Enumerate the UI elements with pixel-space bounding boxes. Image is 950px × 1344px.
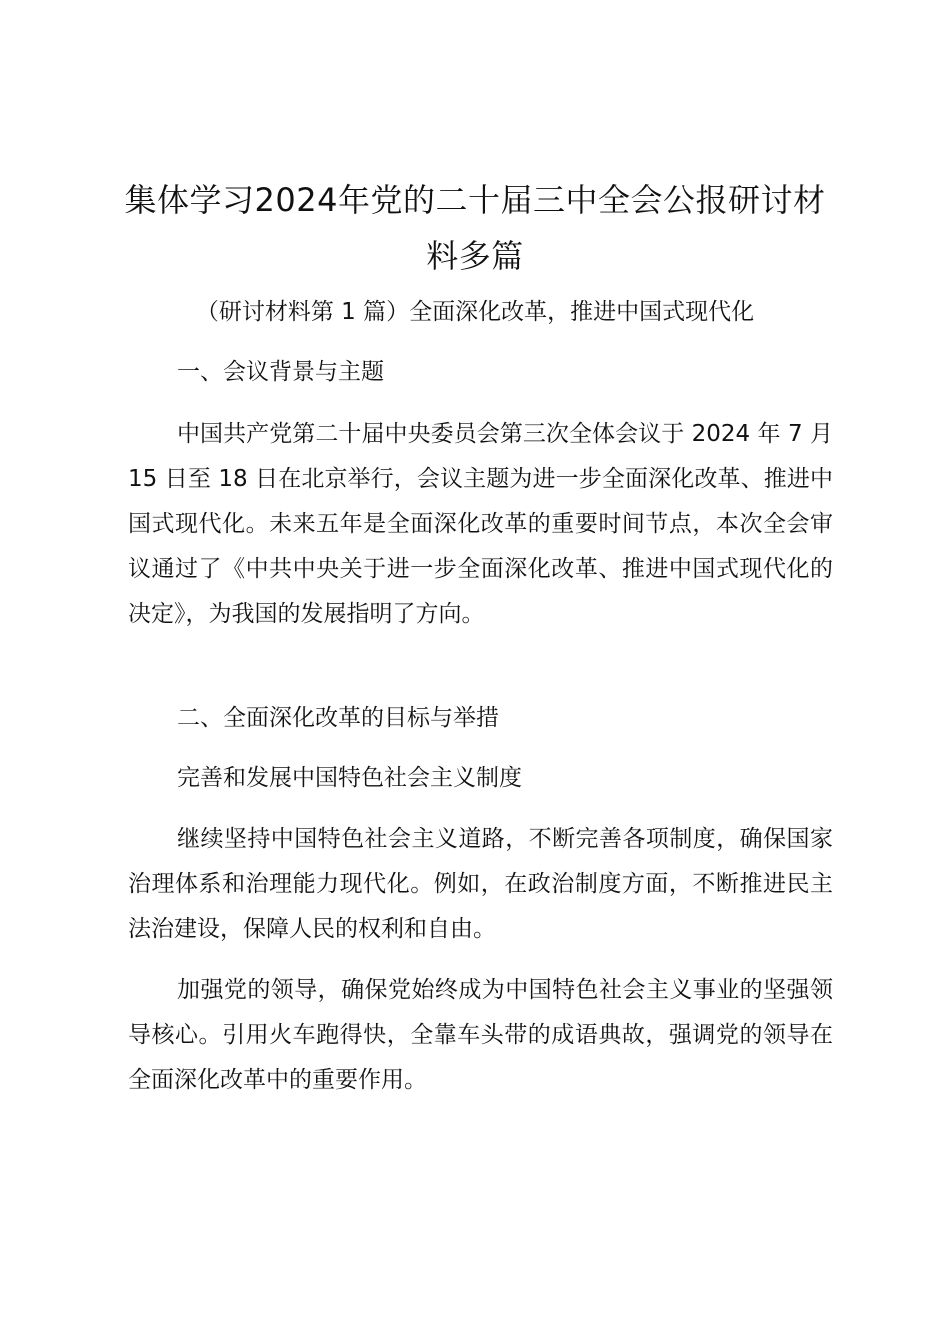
document-title: 集体学习2024年党的二十届三中全会公报研讨材料多篇 [124,181,826,275]
section2-paragraph-2: 加强党的领导，确保党始终成为中国特色社会主义事业的坚强领导核心。引用火车跑得快，全靠车头带的成语典故，强调党的领导在全面深化改革中的重要作用。 [128,977,833,1093]
section2-heading: 二、全面深化改革的目标与举措 [177,705,499,731]
section2-paragraph-1: 继续坚持中国特色社会主义道路，不断完善各项制度，确保国家治理体系和治理能力现代化。例如，在政治制度方面，不断推进民主法治建设，保障人民的权利和自由。 [128,826,833,942]
section1-paragraph: 中国共产党第二十届中央委员会第三次全体会议于 2024 年 7 月 15 日至 18 日在北京举行，会议主题为进一步全面深化改革、推进中国式现代化。未来五年是全面深化改革的重要时间节点，本次全会审议通过了《中共中央关于进一步全面深化改革、推进中国式现代化的决定》，为我国的发展指明了方向。 [128,421,833,627]
document-subtitle: （研讨材料第 1 篇）全面深化改革，推进中国式现代化 [195,299,755,325]
section1-heading: 一、会议背景与主题 [177,359,384,385]
section2-subheading: 完善和发展中国特色社会主义制度 [177,765,522,791]
